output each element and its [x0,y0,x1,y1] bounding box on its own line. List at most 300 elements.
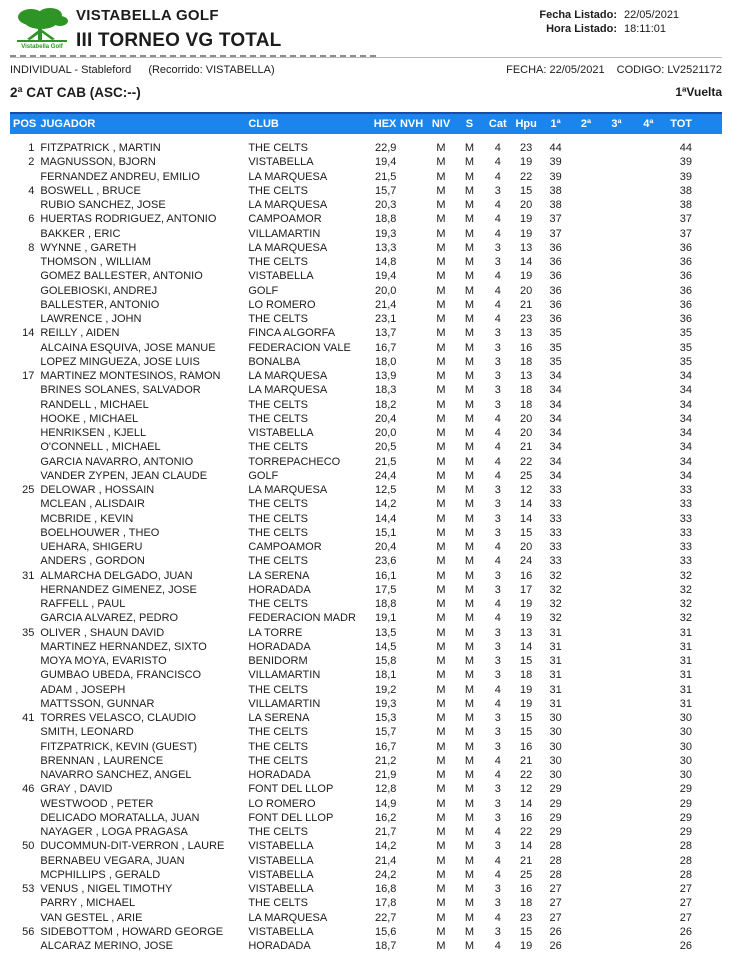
cell-hex: 19,3 [374,697,397,710]
cell-r2 [571,683,601,697]
cell-s: M [464,270,474,283]
cell-hex: 15,6 [374,925,397,938]
table-row [10,269,722,283]
cell-r1: 35 [549,355,562,368]
cell-s: M [464,355,474,368]
cell-s: M [464,783,474,796]
cell-jugador: UEHARA, SHIGERU [40,541,143,553]
cell-hex: 21,4 [374,298,397,311]
cell-r2 [571,341,601,355]
cell-r3 [601,583,631,597]
cell-r1: 31 [549,683,562,696]
cell-s: M [464,213,474,226]
cell-club: GOLF [248,469,279,482]
cell-club: VISTABELLA [248,868,314,881]
cell-jugador: REILLY , AIDEN [40,327,120,340]
cell-s: M [464,754,474,767]
cell-cat: 4 [494,298,501,311]
column-header-club: CLUB [248,117,279,130]
cell-nvh [396,939,426,953]
cell-r3 [601,312,631,326]
cell-jugador: LAWRENCE , JOHN [40,313,142,325]
cell-r4 [632,341,665,355]
cell-cat: 4 [494,911,501,924]
cell-nvh [396,569,426,583]
cell-r4 [632,711,665,725]
table-row [10,298,722,312]
cell-r1: 29 [549,797,562,810]
cell-cat: 4 [494,555,501,568]
cell-r2 [571,369,601,383]
cell-pos [10,298,36,312]
cell-tot: 32 [679,583,692,596]
table-row [10,754,722,768]
cell-r3 [601,469,631,483]
cell-nvh [396,554,426,568]
table-row [10,155,722,169]
cell-club: FEDERACION VALE [248,341,351,354]
cell-hpu: 21 [520,441,533,454]
cell-r4 [632,298,665,312]
cell-r1: 37 [549,213,562,226]
cell-r4 [632,640,665,654]
cell-pos: 35 [22,626,35,639]
cell-r3 [601,768,631,782]
cell-nvh [396,412,426,426]
cell-r3 [601,811,631,825]
cell-r2 [571,526,601,540]
cell-tot: 44 [679,142,692,154]
cell-niv: M [436,184,446,197]
fecha-label: FECHA: 22/05/2021 [506,64,605,76]
cell-niv: M [436,327,446,340]
cell-cat: 4 [494,541,501,553]
cell-s: M [464,640,474,653]
cell-cat: 4 [494,142,501,154]
cell-nvh [396,383,426,397]
cell-jugador: WESTWOOD , PETER [40,797,154,810]
table-row [10,839,722,853]
cell-s: M [464,256,474,268]
cell-nvh [396,683,426,697]
cell-r2 [571,155,601,169]
cell-r1: 29 [549,826,562,838]
cell-niv: M [436,911,446,924]
cell-hpu: 14 [520,640,533,653]
cell-hpu: 19 [520,213,533,226]
cell-s: M [464,469,474,482]
table-row [10,854,722,868]
cell-jugador: NAYAGER , LOGA PRAGASA [40,826,188,838]
cell-cat: 3 [494,726,501,739]
cell-tot: 33 [679,555,692,568]
table-row [10,255,722,269]
cell-tot: 31 [679,655,692,667]
cell-r1: 34 [549,412,562,425]
cell-s: M [464,612,474,625]
cell-tot: 34 [679,412,692,425]
cell-r4 [632,134,665,155]
cell-cat: 3 [494,925,501,938]
cell-r4 [632,412,665,426]
cell-cat: 3 [494,184,501,197]
cell-pos: 2 [28,156,35,169]
cell-r3 [601,911,631,925]
cell-tot: 30 [679,740,692,753]
cell-r2 [571,797,601,811]
cell-hpu: 21 [520,854,533,867]
cell-club: VISTABELLA [248,883,314,895]
cell-hpu: 12 [520,484,533,496]
cell-nvh [396,269,426,283]
cell-r2 [571,882,601,896]
cell-jugador: VANDER ZYPEN, JEAN CLAUDE [40,469,208,482]
table-row [10,569,722,583]
cell-tot: 34 [679,441,692,454]
cell-r2 [571,668,601,682]
cell-cat: 3 [494,583,501,596]
cell-r3 [601,455,631,469]
cell-nvh [396,155,426,169]
cell-niv: M [436,398,446,411]
cell-hex: 21,7 [374,826,397,838]
cell-hex: 17,8 [374,897,397,910]
cell-club: THE CELTS [248,826,309,838]
cell-hpu: 17 [520,583,533,596]
cell-pos: 25 [22,484,35,496]
cell-pos [10,683,36,697]
cell-r2 [571,483,601,497]
cell-tot: 30 [679,726,692,739]
cell-pos [10,512,36,526]
cell-club: LO ROMERO [248,298,316,311]
cell-hpu: 15 [520,726,533,739]
cell-nvh [396,512,426,526]
category-title: 2ª CAT CAB (ASC:--) [10,85,141,100]
table-row [10,683,722,697]
cell-r1: 32 [549,583,562,596]
cell-jugador: ANDERS , GORDON [40,555,145,568]
cell-nvh [396,768,426,782]
cell-tot: 31 [679,640,692,653]
cell-nvh [396,455,426,469]
cell-r1: 33 [549,498,562,511]
cell-niv: M [436,783,446,796]
cell-hpu: 20 [520,541,533,553]
cell-hpu: 19 [520,940,533,952]
cell-hex: 22,7 [374,911,397,924]
cell-r3 [601,170,631,184]
cell-r4 [632,398,665,412]
cell-s: M [464,498,474,511]
cell-niv: M [436,683,446,696]
table-row [10,782,722,796]
cell-hex: 17,5 [374,583,397,596]
cell-s: M [464,441,474,454]
cell-r2 [571,383,601,397]
cell-jugador: FITZPATRICK , MARTIN [40,142,161,154]
cell-r4 [632,839,665,853]
cell-r3 [601,269,631,283]
cell-r4 [632,597,665,611]
cell-cat: 4 [494,427,501,439]
cell-pos [10,597,36,611]
cell-niv: M [436,826,446,838]
cell-niv: M [436,227,446,240]
table-row [10,711,722,725]
cell-club: VISTABELLA [248,854,314,867]
cell-r1: 34 [549,441,562,454]
table-row [10,939,722,953]
table-row [10,341,722,355]
cell-hex: 16,8 [374,883,397,895]
cell-pos [10,312,36,326]
table-row [10,597,722,611]
cell-jugador: BERNABEU VEGARA, JUAN [40,854,185,867]
cell-r2 [571,782,601,796]
cell-hpu: 15 [520,655,533,667]
cell-pos [10,341,36,355]
fecha-listado-value: 22/05/2021 [624,9,680,21]
cell-cat: 4 [494,769,501,781]
cell-nvh [396,212,426,226]
cell-jugador: HOOKE , MICHAEL [40,412,139,425]
cell-s: M [464,370,474,382]
cell-s: M [464,669,474,682]
column-header-cat: Cat [488,117,507,130]
column-header-r3: 3ª [611,117,622,130]
category-line [10,85,722,100]
cell-tot: 27 [679,897,692,910]
cell-niv: M [436,569,446,582]
cell-r1: 36 [549,241,562,254]
cell-r2 [571,939,601,953]
cell-r3 [601,569,631,583]
cell-s: M [464,683,474,696]
cell-niv: M [436,754,446,767]
cell-club: THE CELTS [248,555,309,568]
cell-nvh [396,483,426,497]
cell-cat: 3 [494,384,501,397]
cell-niv: M [436,868,446,881]
cell-hex: 20,0 [374,284,397,297]
cell-nvh [396,854,426,868]
cell-hex: 20,4 [374,541,397,553]
cell-jugador: WYNNE , GARETH [40,241,137,254]
cell-club: THE CELTS [248,498,309,511]
cell-r1: 36 [549,270,562,283]
cell-hpu: 18 [520,897,533,910]
cell-jugador: ALMARCHA DELGADO, JUAN [40,569,193,582]
cell-hpu: 22 [520,769,533,781]
cell-cat: 4 [494,156,501,169]
cell-r2 [571,697,601,711]
cell-r3 [601,654,631,668]
table-row [10,312,722,326]
cell-tot: 34 [679,384,692,397]
table-row [10,740,722,754]
cell-s: M [464,327,474,340]
cell-jugador: DELOWAR , HOSSAIN [40,484,155,496]
cell-niv: M [436,598,446,610]
cell-niv: M [436,526,446,539]
cell-club: LA MARQUESA [248,384,328,397]
cell-r1: 30 [549,754,562,767]
cell-club: VILLAMARTIN [248,227,321,240]
cell-jugador: VAN GESTEL , ARIE [40,911,143,924]
cell-hex: 14,4 [374,512,397,525]
cell-cat: 4 [494,598,501,610]
cell-r1: 35 [549,327,562,340]
cell-cat: 3 [494,484,501,496]
cell-s: M [464,142,474,154]
listing-meta [489,8,690,36]
cell-nvh [396,284,426,298]
cell-r1: 30 [549,740,562,753]
cell-club: HORADADA [248,769,311,781]
cell-cat: 4 [494,284,501,297]
cell-nvh [396,255,426,269]
table-row [10,540,722,554]
cell-hpu: 16 [520,569,533,582]
column-header-hpu: Hpu [515,117,537,130]
cell-pos: 50 [22,840,35,853]
cell-r1: 44 [549,142,562,154]
cell-pos [10,540,36,554]
cell-r2 [571,626,601,640]
cell-pos [10,868,36,882]
cell-club: VISTABELLA [248,427,314,439]
cell-tot: 31 [679,697,692,710]
cell-hex: 15,3 [374,712,397,724]
cell-tot: 32 [679,598,692,610]
cell-niv: M [436,341,446,354]
cell-hpu: 15 [520,526,533,539]
cell-hex: 13,5 [374,626,397,639]
cell-hpu: 13 [520,370,533,382]
cell-nvh [396,341,426,355]
cell-r4 [632,782,665,796]
header-divider [10,55,722,58]
cell-r1: 34 [549,398,562,411]
cell-hex: 21,5 [374,170,397,183]
cell-tot: 35 [679,327,692,340]
cell-r2 [571,469,601,483]
cell-nvh [396,711,426,725]
cell-r3 [601,782,631,796]
hora-listado-value: 18:11:01 [624,23,667,35]
cell-club: LO ROMERO [248,797,316,810]
cell-r2 [571,212,601,226]
cell-nvh [396,497,426,511]
cell-r3 [601,754,631,768]
cell-r2 [571,711,601,725]
cell-s: M [464,227,474,240]
cell-nvh [396,369,426,383]
cell-niv: M [436,797,446,810]
table-row [10,184,722,198]
cell-tot: 37 [679,227,692,240]
cell-nvh [396,882,426,896]
cell-tot: 33 [679,484,692,496]
cell-tot: 27 [679,883,692,895]
table-row [10,326,722,340]
cell-pos [10,170,36,184]
cell-r4 [632,540,665,554]
cell-tot: 28 [679,854,692,867]
cell-nvh [396,725,426,739]
cell-cat: 3 [494,512,501,525]
cell-r2 [571,512,601,526]
cell-r1: 34 [549,384,562,397]
cell-tot: 33 [679,498,692,511]
cell-s: M [464,313,474,325]
cell-r1: 36 [549,284,562,297]
cell-cat: 3 [494,640,501,653]
cell-niv: M [436,940,446,952]
cell-hpu: 16 [520,811,533,824]
cell-jugador: NAVARRO SANCHEZ, ANGEL [40,769,192,781]
cell-niv: M [436,811,446,824]
cell-jugador: TORRES VELASCO, CLAUDIO [40,712,197,724]
cell-r4 [632,241,665,255]
cell-s: M [464,897,474,910]
cell-pos: 53 [22,883,35,895]
cell-niv: M [436,256,446,268]
cell-club: LA MARQUESA [248,170,328,183]
cell-club: HORADADA [248,583,311,596]
cell-r4 [632,740,665,754]
cell-niv: M [436,897,446,910]
cell-cat: 4 [494,826,501,838]
cell-niv: M [436,156,446,169]
cell-r3 [601,341,631,355]
cell-hex: 24,2 [374,868,397,881]
cell-cat: 4 [494,868,501,881]
cell-r4 [632,212,665,226]
cell-s: M [464,911,474,924]
table-row [10,697,722,711]
cell-tot: 34 [679,455,692,468]
cell-r2 [571,355,601,369]
cell-r4 [632,697,665,711]
cell-niv: M [436,469,446,482]
cell-hpu: 16 [520,740,533,753]
cell-nvh [396,198,426,212]
cell-hpu: 19 [520,697,533,710]
cell-r2 [571,854,601,868]
cell-niv: M [436,355,446,368]
cell-hex: 18,1 [374,669,397,682]
cell-s: M [464,769,474,781]
cell-pos [10,740,36,754]
cell-jugador: ALCARAZ MERINO, JOSE [40,940,173,952]
cell-jugador: ADAM , JOSEPH [40,683,126,696]
table-row [10,668,722,682]
cell-hex: 14,9 [374,797,397,810]
table-row [10,611,722,625]
cell-r3 [601,882,631,896]
cell-r3 [601,797,631,811]
cell-nvh [396,668,426,682]
cell-r2 [571,554,601,568]
cell-hex: 23,1 [374,313,397,325]
cell-niv: M [436,655,446,667]
cell-pos: 6 [28,213,35,226]
cell-r2 [571,497,601,511]
cell-r3 [601,241,631,255]
cell-pos [10,939,36,953]
